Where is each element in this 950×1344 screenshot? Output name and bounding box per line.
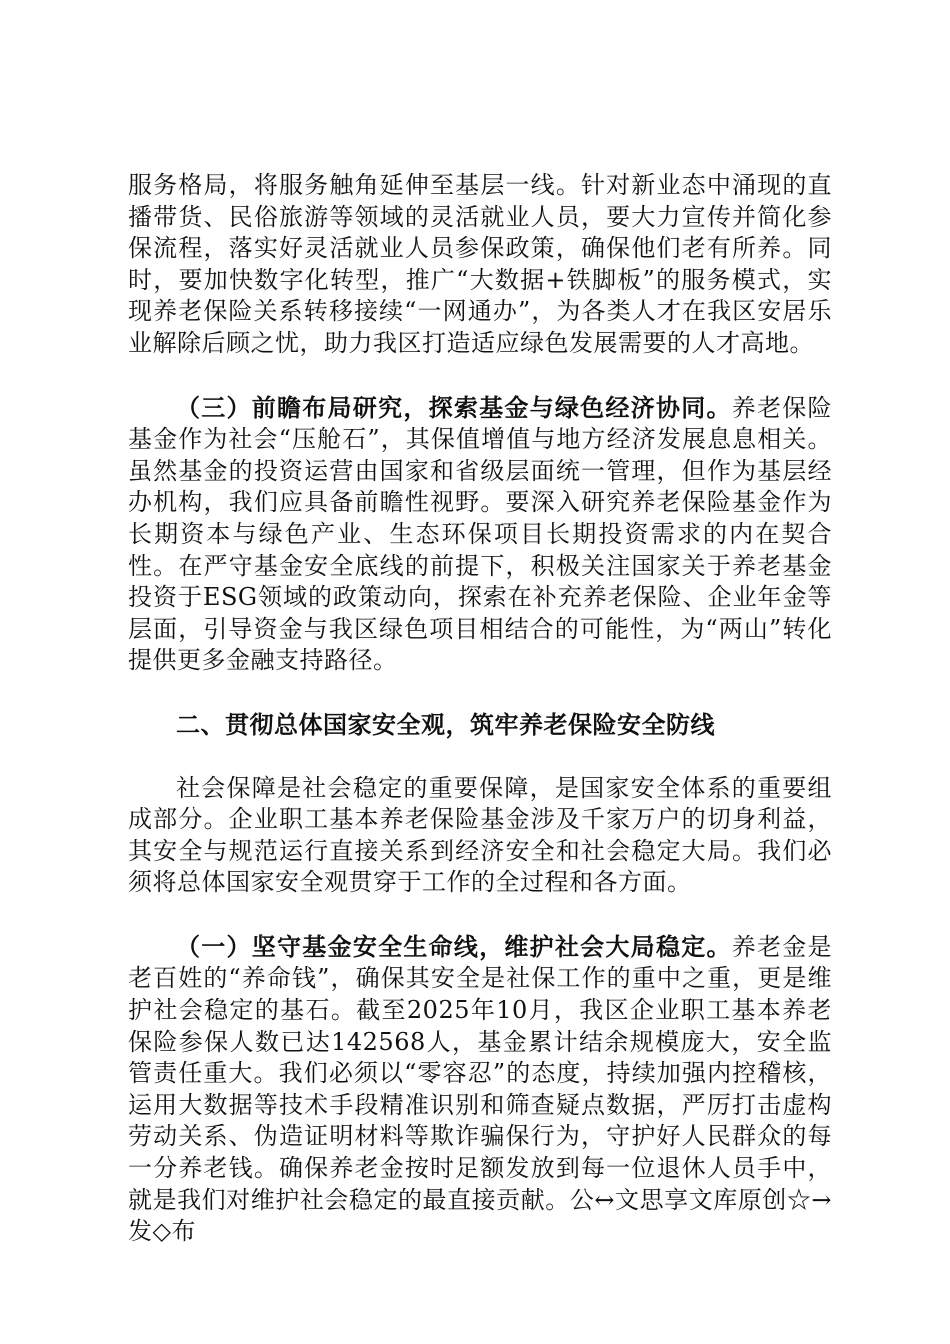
subheading-fund-green-economy: （三）前瞻布局研究，探索基金与绿色经济协同。: [176, 392, 732, 422]
document-page: [128, 170, 832, 1248]
paragraph-fund-green-economy-body: 养老保险基金作为社会“压舱石”，其保值增值与地方经济发展息息相关。虽然基金的投资运营由国家和省级层面统一管理，但作为基层经办机构，我们应具备前瞻性视野。要深入研究养老保险基金作为长期资本与绿色产业、生态环保项目长期投资需求的内在契合性。在严守基金安全底线的前提下，积极关注国家关于养老基金投资于ESG领域的政策动向，探索在补充养老保险、企业年金等层面，引导资金与我区绿色项目相结合的可能性，为“两山”转化提供更多金融支持路径。: [128, 393, 832, 675]
paragraph-service-layout: 服务格局，将服务触角延伸至基层一线。针对新业态中涌现的直播带货、民俗旅游等领域的灵活就业人员，要大力宣传并简化参保流程，落实好灵活就业人员参保政策，确保他们老有所养。同时，要加快数字化转型，推广“大数据+铁脚板”的服务模式，实现养老保险关系转移接续“一网通办”，为各类人才在我区安居乐业解除后顾之忧，助力我区打造适应绿色发展需要的人才高地。: [128, 171, 832, 357]
paragraph-fund-safety-body: 养老金是老百姓的“养命钱”，确保其安全是社保工作的重中之重，更是维护社会稳定的基石。截至2025年10月，我区企业职工基本养老保险参保人数已达142568人，基金累计结余规模庞大，安全监管责任重大。我们必须以“零容忍”的态度，持续加强内控稽核，运用大数据等技术手段精准识别和筛查疑点数据，严厉打击虚构劳动关系、伪造证明材料等欺诈骗保行为，守护好人民群众的每一分养老钱。确保养老金按时足额发放到每一位退休人员手中，就是我们对维护社会稳定的最直接贡献。公↔文思享文库原创☆→发◇布: [128, 932, 832, 1246]
paragraph-social-security-intro: 社会保障是社会稳定的重要保障，是国家安全体系的重要组成部分。企业职工基本养老保险基金涉及千家万户的切身利益，其安全与规范运行直接关系到经济安全和社会稳定大局。我们必须将总体国家安全观贯穿于工作的全过程和各方面。: [128, 773, 832, 897]
paragraph-fund-safety: [128, 931, 832, 1248]
paragraph-fund-green-economy: [128, 392, 832, 677]
section-heading-national-security: 二、贯彻总体国家安全观，筑牢养老保险安全防线: [176, 709, 715, 739]
subheading-fund-safety: （一）坚守基金安全生命线，维护社会大局稳定。: [176, 931, 732, 961]
